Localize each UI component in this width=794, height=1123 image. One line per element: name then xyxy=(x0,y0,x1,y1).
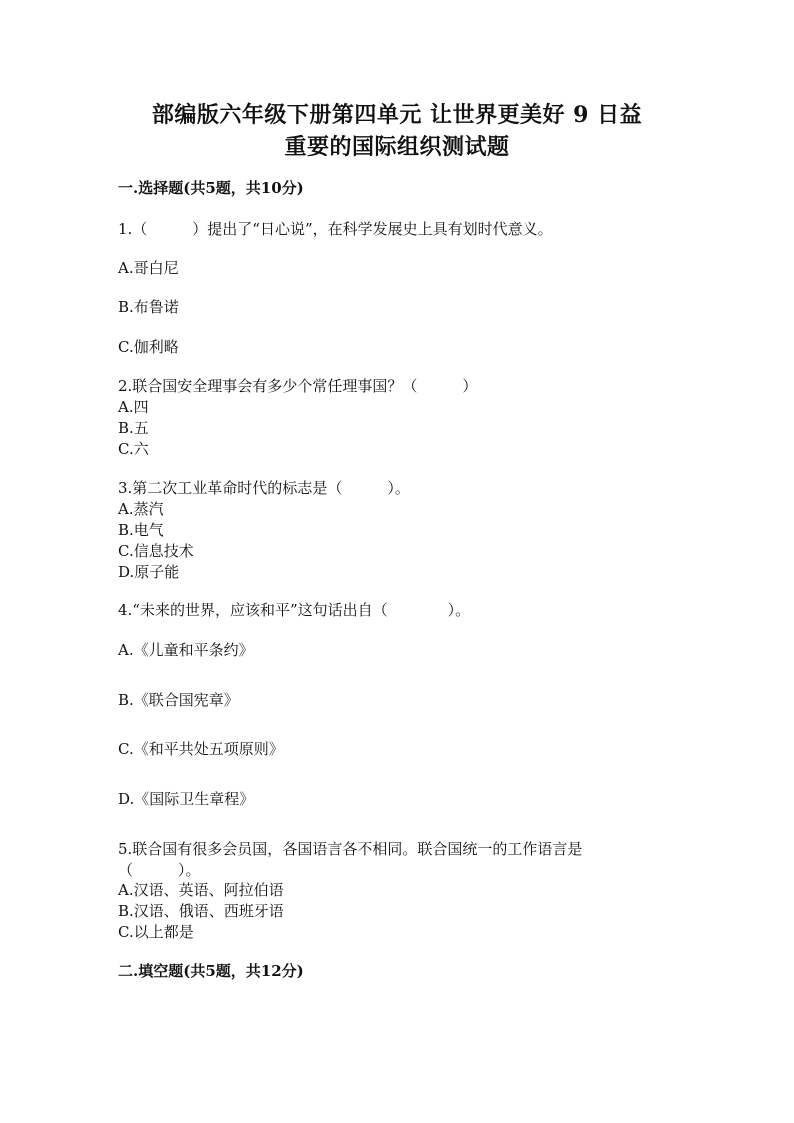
question-4-option-b: B.《联合国宪章》 xyxy=(118,691,239,709)
question-3-option-d: D.原子能 xyxy=(118,563,180,581)
question-3-option-a: A.蒸汽 xyxy=(118,500,164,518)
question-3-option-b: B.电气 xyxy=(118,521,164,539)
question-3-stem: 3.第二次工业革命时代的标志是（ ）。 xyxy=(118,479,410,497)
question-3-option-c: C.信息技术 xyxy=(118,542,194,560)
question-1-option-b: B.布鲁诺 xyxy=(118,298,179,316)
question-1-stem: 1.（ ）提出了“日心说”，在科学发展史上具有划时代意义。 xyxy=(118,220,553,238)
question-2-option-b: B.五 xyxy=(118,419,149,437)
question-5-option-c: C.以上都是 xyxy=(118,923,194,941)
question-4-option-d: D.《国际卫生章程》 xyxy=(118,790,255,808)
doc-title-line2: 重要的国际组织测试题 xyxy=(284,134,510,160)
question-4-stem: 4.“未来的世界，应该和平”这句话出自（ ）。 xyxy=(118,601,471,619)
doc-title-line1: 部编版六年级下册第四单元 让世界更美好 9 日益 xyxy=(151,102,643,128)
question-5-option-b: B.汉语、俄语、西班牙语 xyxy=(118,902,284,920)
question-5-option-a: A.汉语、英语、阿拉伯语 xyxy=(118,881,284,899)
question-2-option-a: A.四 xyxy=(118,398,149,416)
question-5-stem: 5.联合国有很多会员国，各国语言各不相同。联合国统一的工作语言是 xyxy=(118,840,583,858)
question-2-stem: 2.联合国安全理事会有多少个常任理事国？（ ） xyxy=(118,377,478,395)
section-heading-fill: 二.填空题(共5题，共12分) xyxy=(118,962,304,980)
question-1-option-c: C.伽利略 xyxy=(118,338,179,356)
question-5-stem-cont: （ ）。 xyxy=(118,861,201,879)
question-4-option-a: A.《儿童和平条约》 xyxy=(118,641,254,659)
section-heading-choice: 一.选择题(共5题，共10分) xyxy=(118,179,304,197)
question-1-option-a: A.哥白尼 xyxy=(118,259,179,277)
question-2-option-c: C.六 xyxy=(118,440,149,458)
question-4-option-c: C.《和平共处五项原则》 xyxy=(118,740,284,758)
